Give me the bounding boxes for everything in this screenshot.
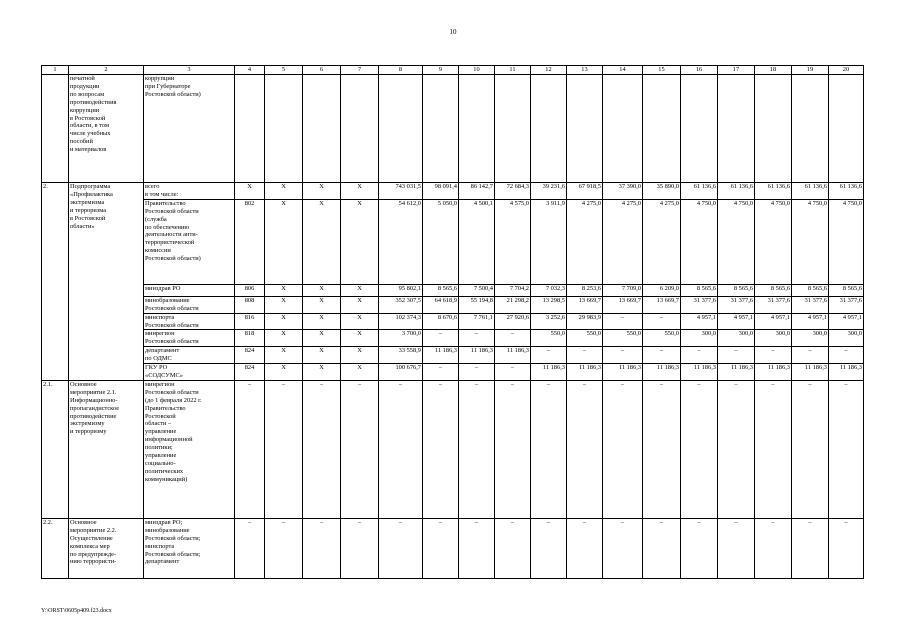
code-cell: X: [235, 183, 265, 200]
value-cell: –: [423, 364, 459, 381]
value-cell: 3 911,9: [531, 199, 567, 284]
value-cell: [792, 75, 829, 183]
executor-cell: минздрав РО: [144, 284, 235, 296]
value-cell: 31 377,6: [718, 296, 755, 313]
value-cell: 8 670,6: [423, 313, 459, 330]
table-row: [42, 75, 864, 183]
column-number: 3: [144, 66, 235, 75]
value-cell: 11 186,3: [495, 347, 531, 364]
column-number: 17: [718, 66, 755, 75]
activity-name-cell: Основное мероприятие 2.1. Информационно- пропагандистское противодействие экстремизму и терроризму: [69, 380, 144, 518]
value-cell: 8 565,6: [423, 284, 459, 296]
value-cell: 300,0: [829, 330, 864, 347]
value-cell: 102 374,3: [379, 313, 423, 330]
value-cell: –: [531, 380, 567, 518]
value-cell: 550,0: [603, 330, 643, 347]
value-cell: 21 298,2: [495, 296, 531, 313]
column-number: 19: [792, 66, 829, 75]
value-cell: [643, 75, 681, 183]
table-row: [42, 313, 864, 330]
value-cell: 61 136,6: [681, 183, 718, 200]
value-cell: 11 186,3: [423, 347, 459, 364]
table-row: [42, 380, 864, 518]
value-cell: 7 709,0: [603, 284, 643, 296]
executor-cell: всего в том числе:: [144, 183, 235, 200]
code-cell: X: [303, 296, 341, 313]
value-cell: –: [681, 518, 718, 578]
value-cell: 300,0: [755, 330, 792, 347]
value-cell: 54 612,0: [379, 199, 423, 284]
value-cell: –: [459, 364, 495, 381]
value-cell: –: [755, 380, 792, 518]
value-cell: –: [792, 518, 829, 578]
value-cell: 352 307,5: [379, 296, 423, 313]
code-cell: –: [235, 380, 265, 518]
value-cell: 300,0: [718, 330, 755, 347]
code-cell: X: [303, 347, 341, 364]
activity-name-cell: Подпрограмма «Профилактика экстремизма и терроризма в Ростовской области»: [69, 183, 144, 381]
code-cell: X: [265, 296, 303, 313]
value-cell: –: [792, 380, 829, 518]
table-row: [42, 183, 864, 200]
table-row: [42, 364, 864, 381]
column-number: 9: [423, 66, 459, 75]
value-cell: –: [531, 518, 567, 578]
value-cell: 11 186,3: [681, 364, 718, 381]
value-cell: –: [603, 313, 643, 330]
code-cell: –: [303, 518, 341, 578]
value-cell: 11 186,3: [718, 364, 755, 381]
table-row: [42, 518, 864, 578]
code-cell: X: [265, 347, 303, 364]
value-cell: –: [829, 518, 864, 578]
value-cell: –: [829, 347, 864, 364]
row-number-cell: 2.: [42, 183, 69, 381]
code-cell: –: [265, 380, 303, 518]
value-cell: 64 618,9: [423, 296, 459, 313]
column-number: 7: [341, 66, 379, 75]
code-cell: 808: [235, 296, 265, 313]
value-cell: [235, 75, 265, 183]
value-cell: 11 186,3: [792, 364, 829, 381]
value-cell: [567, 75, 603, 183]
value-cell: 7 032,3: [531, 284, 567, 296]
row-number-cell: [42, 75, 69, 183]
value-cell: 39 231,6: [531, 183, 567, 200]
column-number: 11: [495, 66, 531, 75]
column-number: 10: [459, 66, 495, 75]
value-cell: –: [643, 313, 681, 330]
value-cell: –: [567, 518, 603, 578]
value-cell: 55 194,8: [459, 296, 495, 313]
value-cell: 13 298,5: [531, 296, 567, 313]
column-number-row: [42, 66, 864, 75]
value-cell: 4 957,1: [829, 313, 864, 330]
code-cell: X: [341, 284, 379, 296]
code-cell: X: [303, 364, 341, 381]
value-cell: 37 390,0: [603, 183, 643, 200]
activity-name-cell: печатной продукции по вопросам противодействия коррупции в Ростовской области, в том числе учебных пособий и материалов: [69, 75, 144, 183]
value-cell: –: [495, 364, 531, 381]
row-number-cell: 2.1.: [42, 380, 69, 518]
code-cell: X: [303, 330, 341, 347]
code-cell: 818: [235, 330, 265, 347]
value-cell: 11 186,3: [531, 364, 567, 381]
code-cell: X: [265, 284, 303, 296]
value-cell: [495, 75, 531, 183]
value-cell: 35 890,0: [643, 183, 681, 200]
value-cell: 100 676,7: [379, 364, 423, 381]
code-cell: 816: [235, 313, 265, 330]
value-cell: –: [423, 518, 459, 578]
value-cell: –: [643, 347, 681, 364]
value-cell: 743 031,5: [379, 183, 423, 200]
value-cell: [531, 75, 567, 183]
value-cell: 550,0: [567, 330, 603, 347]
table-row: [42, 330, 864, 347]
column-number: 15: [643, 66, 681, 75]
value-cell: 13 669,7: [567, 296, 603, 313]
table-row: [42, 296, 864, 313]
table-row: [42, 347, 864, 364]
value-cell: 61 136,6: [755, 183, 792, 200]
executor-cell: ГКУ РО «СОДСУМС»: [144, 364, 235, 381]
value-cell: 4 500,1: [459, 199, 495, 284]
value-cell: –: [829, 380, 864, 518]
column-number: 16: [681, 66, 718, 75]
value-cell: 5 050,0: [423, 199, 459, 284]
value-cell: –: [603, 347, 643, 364]
value-cell: 11 186,3: [603, 364, 643, 381]
code-cell: X: [341, 347, 379, 364]
value-cell: 300,0: [681, 330, 718, 347]
value-cell: 11 186,3: [755, 364, 792, 381]
executor-cell: коррупции при Губернаторе Ростовской области): [144, 75, 235, 183]
code-cell: –: [265, 518, 303, 578]
column-number: 2: [69, 66, 144, 75]
code-cell: X: [265, 330, 303, 347]
column-number: 1: [42, 66, 69, 75]
value-cell: [718, 75, 755, 183]
code-cell: X: [265, 183, 303, 200]
file-path-footer: Y:\ORST\0605p409.f23.docx: [41, 608, 112, 614]
code-cell: 802: [235, 199, 265, 284]
value-cell: –: [495, 380, 531, 518]
value-cell: 29 983,9: [567, 313, 603, 330]
value-cell: 31 377,6: [829, 296, 864, 313]
value-cell: –: [459, 380, 495, 518]
value-cell: 8 565,6: [755, 284, 792, 296]
value-cell: 3 252,6: [531, 313, 567, 330]
value-cell: 4 750,0: [792, 199, 829, 284]
code-cell: X: [303, 313, 341, 330]
code-cell: –: [341, 518, 379, 578]
executor-cell: Правительство Ростовской области (служба по обеспечению деятельности анти- террористической комиссии Ростовской области): [144, 199, 235, 284]
value-cell: 13 669,7: [603, 296, 643, 313]
value-cell: –: [603, 518, 643, 578]
value-cell: [603, 75, 643, 183]
value-cell: 11 186,3: [459, 347, 495, 364]
value-cell: [681, 75, 718, 183]
value-cell: –: [567, 380, 603, 518]
value-cell: [459, 75, 495, 183]
value-cell: 4 275,0: [567, 199, 603, 284]
row-number-cell: 2.2.: [42, 518, 69, 578]
value-cell: [755, 75, 792, 183]
value-cell: –: [423, 380, 459, 518]
value-cell: 4 275,0: [603, 199, 643, 284]
value-cell: 61 136,6: [718, 183, 755, 200]
value-cell: –: [718, 347, 755, 364]
value-cell: 4 957,1: [792, 313, 829, 330]
value-cell: –: [379, 380, 423, 518]
code-cell: X: [303, 199, 341, 284]
value-cell: 8 565,6: [718, 284, 755, 296]
value-cell: 11 186,3: [567, 364, 603, 381]
value-cell: –: [718, 380, 755, 518]
column-number: 18: [755, 66, 792, 75]
value-cell: 13 669,7: [643, 296, 681, 313]
value-cell: –: [603, 380, 643, 518]
value-cell: 95 802,1: [379, 284, 423, 296]
value-cell: –: [495, 330, 531, 347]
code-cell: X: [341, 199, 379, 284]
value-cell: –: [423, 330, 459, 347]
value-cell: 11 186,3: [829, 364, 864, 381]
value-cell: 550,0: [643, 330, 681, 347]
value-cell: 4 750,0: [681, 199, 718, 284]
value-cell: 86 142,7: [459, 183, 495, 200]
value-cell: 7 761,1: [459, 313, 495, 330]
code-cell: X: [341, 330, 379, 347]
value-cell: 4 750,0: [755, 199, 792, 284]
value-cell: 4 957,1: [755, 313, 792, 330]
column-number: 12: [531, 66, 567, 75]
column-number: 14: [603, 66, 643, 75]
value-cell: 33 558,9: [379, 347, 423, 364]
value-cell: –: [681, 347, 718, 364]
value-cell: 31 377,6: [681, 296, 718, 313]
value-cell: 4 957,1: [681, 313, 718, 330]
code-cell: –: [341, 380, 379, 518]
value-cell: 7 500,4: [459, 284, 495, 296]
code-cell: 824: [235, 347, 265, 364]
value-cell: –: [643, 380, 681, 518]
code-cell: –: [303, 380, 341, 518]
value-cell: –: [718, 518, 755, 578]
value-cell: 8 565,6: [792, 284, 829, 296]
column-number: 6: [303, 66, 341, 75]
value-cell: 61 136,6: [829, 183, 864, 200]
value-cell: 98 091,4: [423, 183, 459, 200]
code-cell: X: [265, 199, 303, 284]
value-cell: 6 209,0: [643, 284, 681, 296]
value-cell: –: [567, 347, 603, 364]
code-cell: X: [303, 183, 341, 200]
value-cell: 4 275,0: [643, 199, 681, 284]
value-cell: 4 957,1: [718, 313, 755, 330]
column-number: 5: [265, 66, 303, 75]
value-cell: 8 565,6: [829, 284, 864, 296]
value-cell: –: [495, 518, 531, 578]
column-number: 13: [567, 66, 603, 75]
value-cell: 27 920,6: [495, 313, 531, 330]
value-cell: [265, 75, 303, 183]
executor-cell: минспорта Ростовской области: [144, 313, 235, 330]
value-cell: –: [379, 518, 423, 578]
value-cell: –: [755, 347, 792, 364]
value-cell: 67 918,5: [567, 183, 603, 200]
executor-cell: минобразование Ростовской области: [144, 296, 235, 313]
value-cell: 72 684,3: [495, 183, 531, 200]
value-cell: –: [792, 347, 829, 364]
value-cell: 8 565,6: [681, 284, 718, 296]
executor-cell: минздрав РО; минобразование Ростовской области; минспорта Ростовской области; департамент: [144, 518, 235, 578]
value-cell: –: [681, 380, 718, 518]
value-cell: 550,0: [531, 330, 567, 347]
column-number: 20: [829, 66, 864, 75]
value-cell: –: [643, 518, 681, 578]
value-cell: 4 750,0: [829, 199, 864, 284]
value-cell: –: [459, 330, 495, 347]
value-cell: 300,0: [792, 330, 829, 347]
code-cell: –: [235, 518, 265, 578]
value-cell: [303, 75, 341, 183]
value-cell: 4 750,0: [718, 199, 755, 284]
budget-table: [41, 65, 864, 579]
column-number: 8: [379, 66, 423, 75]
page-number: 10: [449, 28, 457, 36]
value-cell: –: [459, 518, 495, 578]
value-cell: [423, 75, 459, 183]
executor-cell: минрегион Ростовской области (до 1 февраля 2022 г. Правительство Ростовской области – управление информационной политики; управление социально- политических коммуникаций): [144, 380, 235, 518]
value-cell: 4 575,0: [495, 199, 531, 284]
value-cell: [379, 75, 423, 183]
value-cell: 31 377,6: [755, 296, 792, 313]
table-row: [42, 284, 864, 296]
value-cell: 61 136,6: [792, 183, 829, 200]
code-cell: X: [341, 296, 379, 313]
table-row: [42, 199, 864, 284]
value-cell: [829, 75, 864, 183]
code-cell: X: [265, 364, 303, 381]
code-cell: X: [341, 313, 379, 330]
value-cell: 3 700,0: [379, 330, 423, 347]
value-cell: 8 253,6: [567, 284, 603, 296]
code-cell: X: [303, 284, 341, 296]
executor-cell: департамент по ОДМС: [144, 347, 235, 364]
value-cell: –: [755, 518, 792, 578]
code-cell: X: [341, 364, 379, 381]
executor-cell: минрегион Ростовской области: [144, 330, 235, 347]
value-cell: 11 186,3: [643, 364, 681, 381]
value-cell: [341, 75, 379, 183]
activity-name-cell: Основное мероприятие 2.2. Осуществление комплекса мер по предупрежде- нию террористи-: [69, 518, 144, 578]
value-cell: 7 704,2: [495, 284, 531, 296]
value-cell: –: [531, 347, 567, 364]
value-cell: 31 377,6: [792, 296, 829, 313]
code-cell: 806: [235, 284, 265, 296]
column-number: 4: [235, 66, 265, 75]
code-cell: X: [341, 183, 379, 200]
code-cell: 824: [235, 364, 265, 381]
code-cell: X: [265, 313, 303, 330]
